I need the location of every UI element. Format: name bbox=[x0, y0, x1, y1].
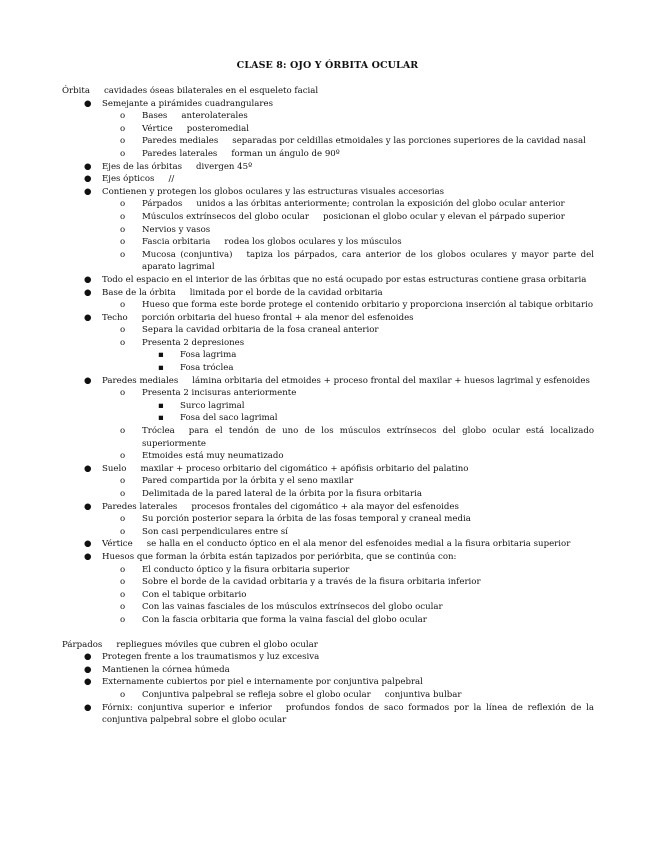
bullet-marker: ● bbox=[84, 463, 92, 474]
circle-marker: o bbox=[120, 337, 126, 348]
list-item: o Paredes mediales separadas por celdillas etmoidales y las porciones superiores de la cavidad nasal bbox=[120, 136, 586, 147]
circle-marker: o bbox=[120, 237, 126, 248]
list-item: o Paredes laterales forman un ángulo de 90º bbox=[120, 148, 340, 159]
heading-desc: repliegues móviles que cubren el globo ocular bbox=[116, 639, 318, 650]
circle-marker: o bbox=[120, 426, 126, 437]
circle-marker: o bbox=[120, 526, 126, 537]
list-item: o Fascia orbitaria rodea los globos oculares y los músculos bbox=[120, 237, 402, 248]
list-item: ● Ejes de las órbitas divergen 45º bbox=[84, 161, 253, 172]
list-item: ▪ Fosa lagrima bbox=[158, 350, 237, 361]
list-item: o Pared compartida por la órbita y el seno maxilar bbox=[120, 476, 354, 487]
list-item: ▪ Surco lagrimal bbox=[158, 400, 245, 411]
circle-marker: o bbox=[120, 451, 126, 462]
list-item: o Conjuntiva palpebral se refleja sobre el globo ocular conjuntiva bulbar bbox=[120, 689, 462, 700]
circle-marker: o bbox=[120, 564, 126, 575]
bullet-marker: ● bbox=[84, 174, 92, 185]
bullet-marker: ● bbox=[84, 274, 92, 285]
heading-term: Párpados bbox=[62, 639, 103, 650]
heading-desc: cavidades óseas bilaterales en el esqueleto facial bbox=[103, 86, 319, 96]
list-item: o Tróclea para el tendón de uno de los músculos extrínsecos del globo ocular está localizado superiormente bbox=[120, 426, 594, 449]
section-heading-parpados bbox=[62, 639, 594, 652]
circle-marker: o bbox=[120, 123, 126, 134]
circle-marker: o bbox=[120, 602, 126, 613]
bullet-marker: ● bbox=[84, 652, 92, 663]
circle-marker: o bbox=[120, 476, 126, 487]
list-item: o Músculos extrínsecos del globo ocular posicionan el globo ocular y elevan el párpado superior bbox=[120, 211, 565, 222]
list-item: o Separa la cavidad orbitaria de la fosa craneal anterior bbox=[120, 325, 379, 336]
bullet-marker: ● bbox=[84, 677, 92, 688]
circle-marker: o bbox=[120, 199, 126, 210]
list-item: ● Externamente cubiertos por piel e internamente por conjuntiva palpebral bbox=[84, 677, 423, 688]
list-item: ● Protegen frente a los traumatismos y luz excesiva bbox=[84, 652, 320, 663]
list-item: ▪ Fosa del saco lagrimal bbox=[158, 413, 278, 424]
bullet-marker: ● bbox=[84, 186, 92, 197]
list-item: o Etmoides está muy neumatizado bbox=[120, 451, 284, 462]
list-item: o Delimitada de la pared lateral de la órbita por la fisura orbitaria bbox=[120, 489, 423, 499]
list-item: ● Vértice se halla en el conducto óptico en el ala menor del esfenoides medial a la fisura orbitaria superior bbox=[84, 539, 571, 550]
list-item: ● Huesos que forman la órbita están tapizados por periórbita, que se continúa con: bbox=[84, 551, 457, 562]
bullet-marker: ● bbox=[84, 501, 92, 512]
circle-marker: o bbox=[120, 388, 126, 399]
list-item: o Con las vainas fasciales de los músculos extrínsecos del globo ocular bbox=[120, 602, 443, 613]
list-item: o Mucosa (conjuntiva) tapiza los párpados, cara anterior de los globos oculares y mayor parte del aparato lagrimal bbox=[120, 249, 594, 273]
square-marker: ▪ bbox=[158, 400, 164, 411]
circle-marker: o bbox=[120, 300, 126, 311]
bullet-marker: ● bbox=[84, 161, 92, 172]
list-item: o Con el tabique orbitario bbox=[120, 589, 247, 600]
list-item: ● Semejante a pirámides cuadrangulares bbox=[84, 98, 274, 109]
list-item: o Con la fascia orbitaria que forma la vaina fascial del globo ocular bbox=[120, 614, 427, 625]
bullet-marker: ● bbox=[84, 375, 92, 386]
square-marker: ▪ bbox=[158, 350, 164, 361]
list-item: o Su porción posterior separa la órbita de las fosas temporal y craneal media bbox=[120, 514, 471, 525]
bullet-marker: ● bbox=[84, 664, 92, 675]
circle-marker: o bbox=[120, 325, 126, 336]
circle-marker: o bbox=[120, 136, 126, 147]
page-title: CLASE 8: OJO Y ÓRBITA OCULAR bbox=[236, 60, 419, 71]
list-item: o Vértice posteromedial bbox=[120, 123, 249, 134]
circle-marker: o bbox=[120, 211, 126, 222]
bullet-marker: ● bbox=[84, 702, 92, 713]
list-item: o Son casi perpendiculares entre sí bbox=[120, 526, 288, 537]
circle-marker: o bbox=[120, 111, 126, 122]
list-item: o Párpados unidos a las órbitas anteriormente; controlan la exposición del globo ocular anterior bbox=[120, 199, 565, 210]
list-item: ● Fórnix: conjuntiva superior e inferior profundos fondos de saco formados por la línea de reflexión de la conjuntiva palpebral sobre el globo ocular bbox=[84, 702, 594, 726]
list-item: ● Techo porción orbitaria del hueso frontal + ala menor del esfenoides bbox=[84, 312, 414, 323]
list-item: ● Mantienen la córnea húmeda bbox=[84, 664, 230, 675]
bullet-marker: ● bbox=[84, 551, 92, 562]
bullet-marker: ● bbox=[84, 312, 92, 323]
circle-marker: o bbox=[120, 224, 126, 235]
square-marker: ▪ bbox=[158, 413, 164, 424]
circle-marker: o bbox=[120, 577, 126, 588]
list-item: ● Suelo maxilar + proceso orbitario del cigomático + apófisis orbitario del palatino bbox=[84, 463, 469, 474]
list-item: o El conducto óptico y la fisura orbitaria superior bbox=[120, 564, 350, 575]
list-item: ● Ejes ópticos // bbox=[84, 174, 175, 185]
list-item: o Presenta 2 incisuras anteriormente bbox=[120, 388, 297, 399]
square-marker: ▪ bbox=[158, 363, 164, 374]
list-item: ● Contienen y protegen los globos oculares y las estructuras visuales accesorias bbox=[84, 186, 445, 197]
notes-body bbox=[62, 85, 594, 727]
circle-marker: o bbox=[120, 148, 126, 159]
list-item: o Sobre el borde de la cavidad orbitaria y a través de la fisura orbitaria inferior bbox=[120, 577, 481, 588]
list-item: o Nervios y vasos bbox=[120, 224, 211, 235]
list-item: o Hueso que forma este borde protege el contenido orbitario y proporciona inserción al tabique orbitario bbox=[120, 300, 594, 311]
bullet-marker: ● bbox=[84, 539, 92, 550]
heading-term: Órbita bbox=[62, 86, 90, 96]
section-heading-orbita bbox=[62, 85, 594, 98]
circle-marker: o bbox=[120, 689, 126, 700]
circle-marker: o bbox=[120, 589, 126, 600]
list-item: ● Base de la órbita limitada por el borde de la cavidad orbitaria bbox=[84, 287, 383, 298]
circle-marker: o bbox=[120, 514, 126, 525]
circle-marker: o bbox=[120, 614, 126, 625]
bullet-marker: ● bbox=[84, 287, 92, 298]
list-item: ● Paredes mediales lámina orbitaria del etmoides + proceso frontal del maxilar + huesos lagrimal y esfenoides bbox=[84, 375, 590, 386]
bullet-marker: ● bbox=[84, 98, 92, 109]
list-item: ● Todo el espacio en el interior de las órbitas que no está ocupado por estas estructuras contiene grasa orbitaria bbox=[84, 274, 587, 285]
circle-marker: o bbox=[120, 489, 126, 499]
section-spacer bbox=[62, 627, 594, 639]
list-item: ▪ Fosa tróclea bbox=[158, 363, 234, 374]
list-item: o Bases anterolaterales bbox=[120, 111, 248, 122]
list-item: ● Paredes laterales procesos frontales del cigomático + ala mayor del esfenoides bbox=[84, 501, 459, 512]
list-item: o Presenta 2 depresiones bbox=[120, 337, 245, 348]
circle-marker: o bbox=[120, 249, 126, 260]
